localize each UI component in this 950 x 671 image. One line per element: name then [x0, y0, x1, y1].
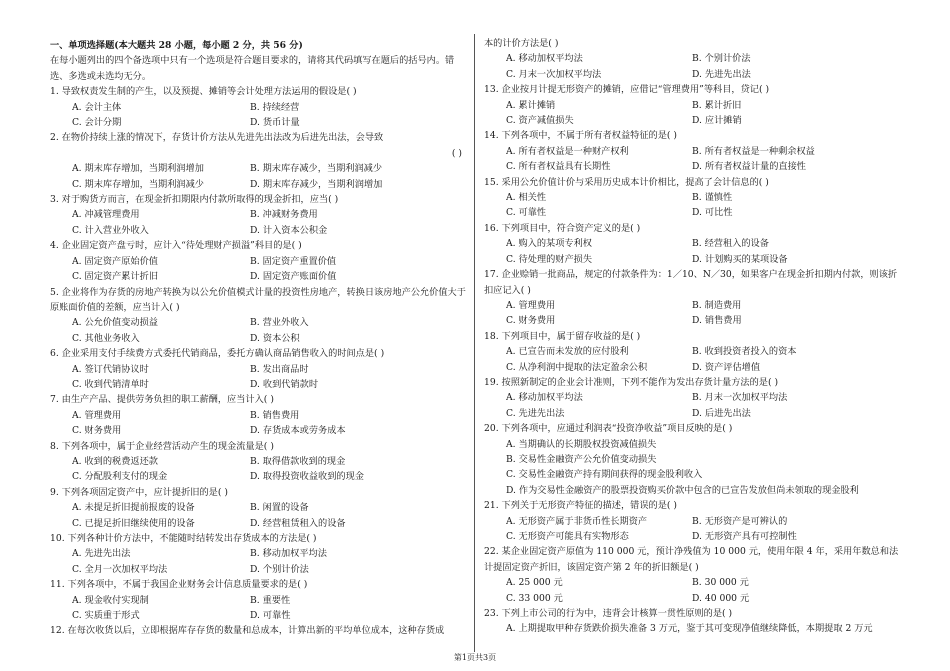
question — [484, 221, 904, 267]
answer-option: B. 月末一次加权平均法 — [692, 392, 788, 404]
answer-option: D. 作为交易性金融资产的股票投资购买价款中包含的已宣告发放但尚未领取的现金股利 — [506, 484, 859, 496]
question — [484, 498, 904, 544]
answer-option: C. 计入营业外收入 — [72, 224, 149, 236]
answer-option: B. 持续经营 — [250, 101, 300, 113]
answer-option: D. 后进先出法 — [692, 407, 751, 419]
answer-option: B. 经营租入的设备 — [692, 238, 769, 250]
answer-option: A. 当期确认的长期股权投资减值损失 — [506, 438, 657, 450]
option-grid — [484, 390, 904, 421]
answer-option: B. 销售费用 — [250, 409, 300, 421]
question — [50, 285, 468, 347]
question-stem: 5. 企业将作为存货的房地产转换为以公允价值模式计量的投资性房地产，转换日该房地产公允价值大于原账面价值的差额，应当计入( ) — [50, 286, 466, 313]
answer-option: B. 重要性 — [250, 594, 291, 606]
option-grid — [484, 98, 904, 129]
answer-option: C. 无形资产可能具有实物形态 — [506, 531, 629, 542]
answer-option: B. 收到投资者投入的资本 — [692, 346, 797, 358]
answer-option: A. 公允价值变动损益 — [72, 317, 158, 329]
answer-option: C. 分配股利支付的现金 — [72, 471, 168, 483]
question-stem: 16. 下列项目中，符合资产定义的是( ) — [484, 222, 641, 234]
answer-option: C. 会计分期 — [72, 117, 122, 129]
page-footer: 第1页共3页 — [453, 653, 497, 662]
answer-option: C. 全月一次加权平均法 — [72, 563, 168, 575]
answer-option: B. 交易性金融资产公允价值变动损失 — [506, 453, 657, 465]
answer-option: A. 所有者权益是一种财产权利 — [506, 145, 629, 157]
question — [484, 267, 904, 329]
answer-option: D. 先进先出法 — [692, 68, 751, 80]
answer-option: A. 累计摊销 — [506, 99, 556, 111]
question-stem: 1. 导致权责发生制的产生，以及预提、摊销等会计处理方法运用的假设是( ) — [50, 86, 357, 98]
option-grid — [484, 190, 904, 221]
option-grid — [50, 500, 468, 531]
question-stem: 18. 下列项目中，属于留存收益的是( ) — [484, 330, 641, 342]
section-heading: 一、单项选择题(本大题共 28 小题，每小题 2 分，共 56 分) — [50, 40, 303, 51]
answer-option: A. 未提足折旧提前报废的设备 — [72, 502, 195, 514]
question-stem: 9. 下列各项固定资产中，应计提折旧的是( ) — [50, 486, 228, 498]
answer-option: C. 资产减值损失 — [506, 115, 574, 127]
answer-option: A. 冲减管理费用 — [72, 209, 140, 221]
answer-option: D. 货币计量 — [250, 117, 300, 129]
answer-option: B. 发出商品时 — [250, 363, 309, 375]
answer-option: A. 移动加权平均法 — [506, 392, 583, 404]
question-stem: 2. 在物价持续上涨的情况下，存货计价方法从先进先出法改为后进先出法，会导致 — [50, 132, 384, 144]
question-stem: 4. 企业固定资产盘亏时，应计入“待处理财产损溢”科目的是( ) — [50, 240, 302, 252]
option-grid — [484, 236, 904, 267]
question-stem: 15. 采用公允价值计价与采用历史成本计价相比，提高了会计信息的( ) — [484, 176, 769, 188]
answer-option: D. 所有者权益计量的直接性 — [692, 161, 806, 173]
answer-option: A. 已宣告而未发放的应付股利 — [506, 346, 629, 358]
answer-option: B. 30 000 元 — [692, 577, 749, 589]
answer-option: B. 所有者权益是一种剩余权益 — [692, 145, 815, 157]
option-grid — [50, 593, 468, 624]
answer-option: C. 交易性金融资产持有期间获得的现金股利收入 — [506, 469, 703, 481]
answer-option: D. 资本公积 — [250, 332, 300, 344]
answer-option: D. 资产评估增值 — [692, 361, 761, 373]
question — [50, 531, 468, 577]
question — [484, 421, 904, 498]
question — [484, 329, 904, 375]
answer-option: D. 计划购买的某项设备 — [692, 253, 788, 265]
answer-option: D. 期末库存减少，当期利润增加 — [250, 178, 383, 190]
right-question-list — [484, 36, 904, 637]
option-grid — [50, 408, 468, 439]
option-grid — [484, 514, 904, 545]
question — [50, 192, 468, 238]
answer-option: D. 计入资本公积金 — [250, 224, 328, 236]
answer-option: D. 收到代销款时 — [250, 378, 319, 390]
answer-option: C. 财务费用 — [506, 315, 556, 327]
answer-option: A. 固定资产原始价值 — [72, 255, 158, 267]
answer-option: A. 期末库存增加，当期利润增加 — [72, 163, 204, 175]
option-grid — [50, 362, 468, 393]
answer-option: C. 33 000 元 — [506, 592, 563, 604]
question-stem: 6. 企业采用支付手续费方式委托代销商品，委托方确认商品销售收入的时间点是( ) — [50, 348, 385, 360]
answer-option: C. 财务费用 — [72, 425, 122, 437]
answer-option: D. 存货成本或劳务成本 — [250, 425, 346, 437]
answer-option: D. 销售费用 — [692, 315, 742, 327]
answer-option: B. 取得借款收到的现金 — [250, 455, 346, 467]
answer-option: A. 相关性 — [506, 192, 547, 204]
left-question-list — [50, 84, 468, 639]
answer-option: C. 收到代销清单时 — [72, 378, 149, 390]
question-stem: 13. 企业按月计提无形资产的摊销，应借记“管理费用”等科目，贷记( ) — [484, 84, 770, 96]
question — [50, 485, 468, 531]
answer-option: C. 实质重于形式 — [72, 610, 140, 622]
answer-option: B. 个别计价法 — [692, 53, 751, 65]
answer-option: D. 无形资产具有可控制性 — [692, 531, 797, 542]
question-stem: 12. 在每次收货以后，立即根据库存存货的数量和总成本，计算出新的平均单位成本，这种存货成 — [50, 625, 445, 637]
answer-option: C. 先进先出法 — [506, 407, 565, 419]
answer-option: A. 收到的税费返还款 — [72, 455, 158, 467]
answer-option: C. 固定资产累计折旧 — [72, 271, 159, 283]
question-stem: 8. 下列各项中，属于企业经营活动产生的现金流量是( ) — [50, 440, 274, 452]
answer-option: D. 个别计价法 — [250, 563, 309, 575]
answer-option: A. 移动加权平均法 — [506, 53, 583, 65]
answer-option: B. 无形资产是可辨认的 — [692, 515, 788, 527]
question — [50, 439, 468, 485]
answer-bracket: ( ) — [451, 147, 462, 159]
left-column — [50, 38, 468, 639]
option-grid — [484, 344, 904, 375]
question — [484, 544, 904, 606]
answer-option: B. 营业外收入 — [250, 317, 309, 329]
answer-option: A. 上期提取甲种存货跌价损失准备 3 万元，鉴于其可变现净值继续降低，本期提取 2 万元 — [506, 623, 873, 635]
answer-option: D. 经营租赁租入的设备 — [250, 517, 346, 529]
option-grid — [50, 546, 468, 577]
option-grid — [50, 207, 468, 238]
option-grid — [50, 161, 468, 192]
question-stem: 10. 下列各种计价方法中，不能随时结转发出存货成本的方法是( ) — [50, 533, 317, 544]
answer-option: C. 所有者权益具有长期性 — [506, 161, 611, 173]
question-stem: 7. 由生产产品、提供劳务负担的职工薪酬，应当计入( ) — [50, 394, 274, 406]
answer-option: B. 移动加权平均法 — [250, 548, 327, 560]
question — [50, 130, 468, 192]
question — [484, 128, 904, 174]
question-stem: 22. 某企业固定资产原值为 110 000 元，预计净残值为 10 000 元，使用年限 4 年，采用年数总和法计提固定资产折旧，该固定资产第 2 年的折旧额是( ) — [484, 546, 899, 573]
question-stem: 17. 企业赊销一批商品，规定的付款条件为：1／10、N／30，如果客户在现金折扣期内付款，则该折扣应记入( ) — [484, 269, 898, 296]
answer-option: C. 月末一次加权平均法 — [506, 68, 602, 80]
answer-option: A. 管理费用 — [72, 409, 122, 421]
answer-option: C. 期末库存增加，当期利润减少 — [72, 178, 204, 190]
option-grid — [50, 315, 468, 346]
answer-option: D. 取得投资收益收到的现金 — [250, 471, 364, 483]
answer-option: A. 购入的某项专利权 — [506, 238, 592, 250]
answer-option: A. 会计主体 — [72, 101, 122, 113]
answer-option: D. 可比性 — [692, 207, 733, 219]
column-divider — [474, 34, 475, 652]
question — [50, 392, 468, 438]
answer-option: C. 可靠性 — [506, 207, 547, 219]
answer-option: A. 无形资产属于非货币性长期资产 — [506, 515, 648, 527]
answer-option: A. 签订代销协议时 — [72, 363, 149, 375]
question-stem: 19. 按照新制定的企业会计准则，下列不能作为发出存货计量方法的是( ) — [484, 376, 779, 388]
question — [50, 577, 468, 623]
answer-option: B. 冲减财务费用 — [250, 209, 318, 221]
answer-option: B. 固定资产重置价值 — [250, 255, 337, 267]
question-stem: 21. 下列关于无形资产特征的描述，错误的是( ) — [484, 500, 677, 512]
option-grid — [484, 575, 904, 606]
question-stem: 3. 对于购货方而言，在现金折扣期限内付款所取得的现金折扣，应当( ) — [50, 194, 339, 206]
answer-option: C. 其他业务收入 — [72, 332, 140, 344]
option-grid — [484, 51, 904, 82]
question-stem: 11. 下列各项中，不属于我国企业财务会计信息质量要求的是( ) — [50, 579, 308, 591]
question — [50, 84, 468, 130]
question — [50, 346, 468, 392]
question-stem: 本的计价方法是( ) — [484, 38, 559, 49]
answer-option: C. 待处理的财产损失 — [506, 253, 593, 265]
option-grid — [50, 454, 468, 485]
question — [50, 623, 468, 638]
question-stem: 20. 下列各项中，应通过利润表“投资净收益”项目反映的是( ) — [484, 423, 733, 435]
answer-option: C. 从净利润中提取的法定盈余公积 — [506, 361, 648, 373]
question — [484, 606, 904, 637]
option-grid — [484, 298, 904, 329]
option-grid — [50, 254, 468, 285]
question-stem: 14. 下列各项中，不属于所有者权益特征的是( ) — [484, 130, 677, 142]
question — [484, 175, 904, 221]
answer-option: B. 累计折旧 — [692, 99, 742, 111]
option-grid — [50, 100, 468, 131]
answer-option: A. 25 000 元 — [506, 577, 563, 589]
question — [484, 375, 904, 421]
option-grid — [484, 144, 904, 175]
answer-option: A. 先进先出法 — [72, 548, 131, 560]
right-column — [484, 36, 904, 637]
answer-option: B. 制造费用 — [692, 299, 742, 311]
answer-option: D. 固定资产账面价值 — [250, 271, 337, 283]
answer-option: D. 可靠性 — [250, 610, 291, 622]
question — [50, 238, 468, 284]
question — [484, 82, 904, 128]
answer-option: B. 谨慎性 — [692, 192, 733, 204]
answer-option: A. 管理费用 — [506, 299, 556, 311]
answer-option: A. 现金收付实现制 — [72, 594, 149, 606]
answer-option: B. 期末库存减少，当期利润减少 — [250, 163, 383, 175]
answer-option: B. 闲置的设备 — [250, 502, 309, 514]
question — [484, 36, 904, 82]
instructions: 在每小题列出的四个备选项中只有一个选项是符合题目要求的，请将其代码填写在题后的括号内。错选、多选或未选均无分。 — [50, 55, 455, 82]
question-stem: 23. 下列上市公司的行为中，违背会计核算一贯性原则的是( ) — [484, 608, 733, 620]
answer-option: D. 应计摊销 — [692, 115, 742, 127]
answer-option: C. 已提足折旧继续使用的设备 — [72, 517, 195, 529]
answer-option: D. 40 000 元 — [692, 592, 750, 604]
